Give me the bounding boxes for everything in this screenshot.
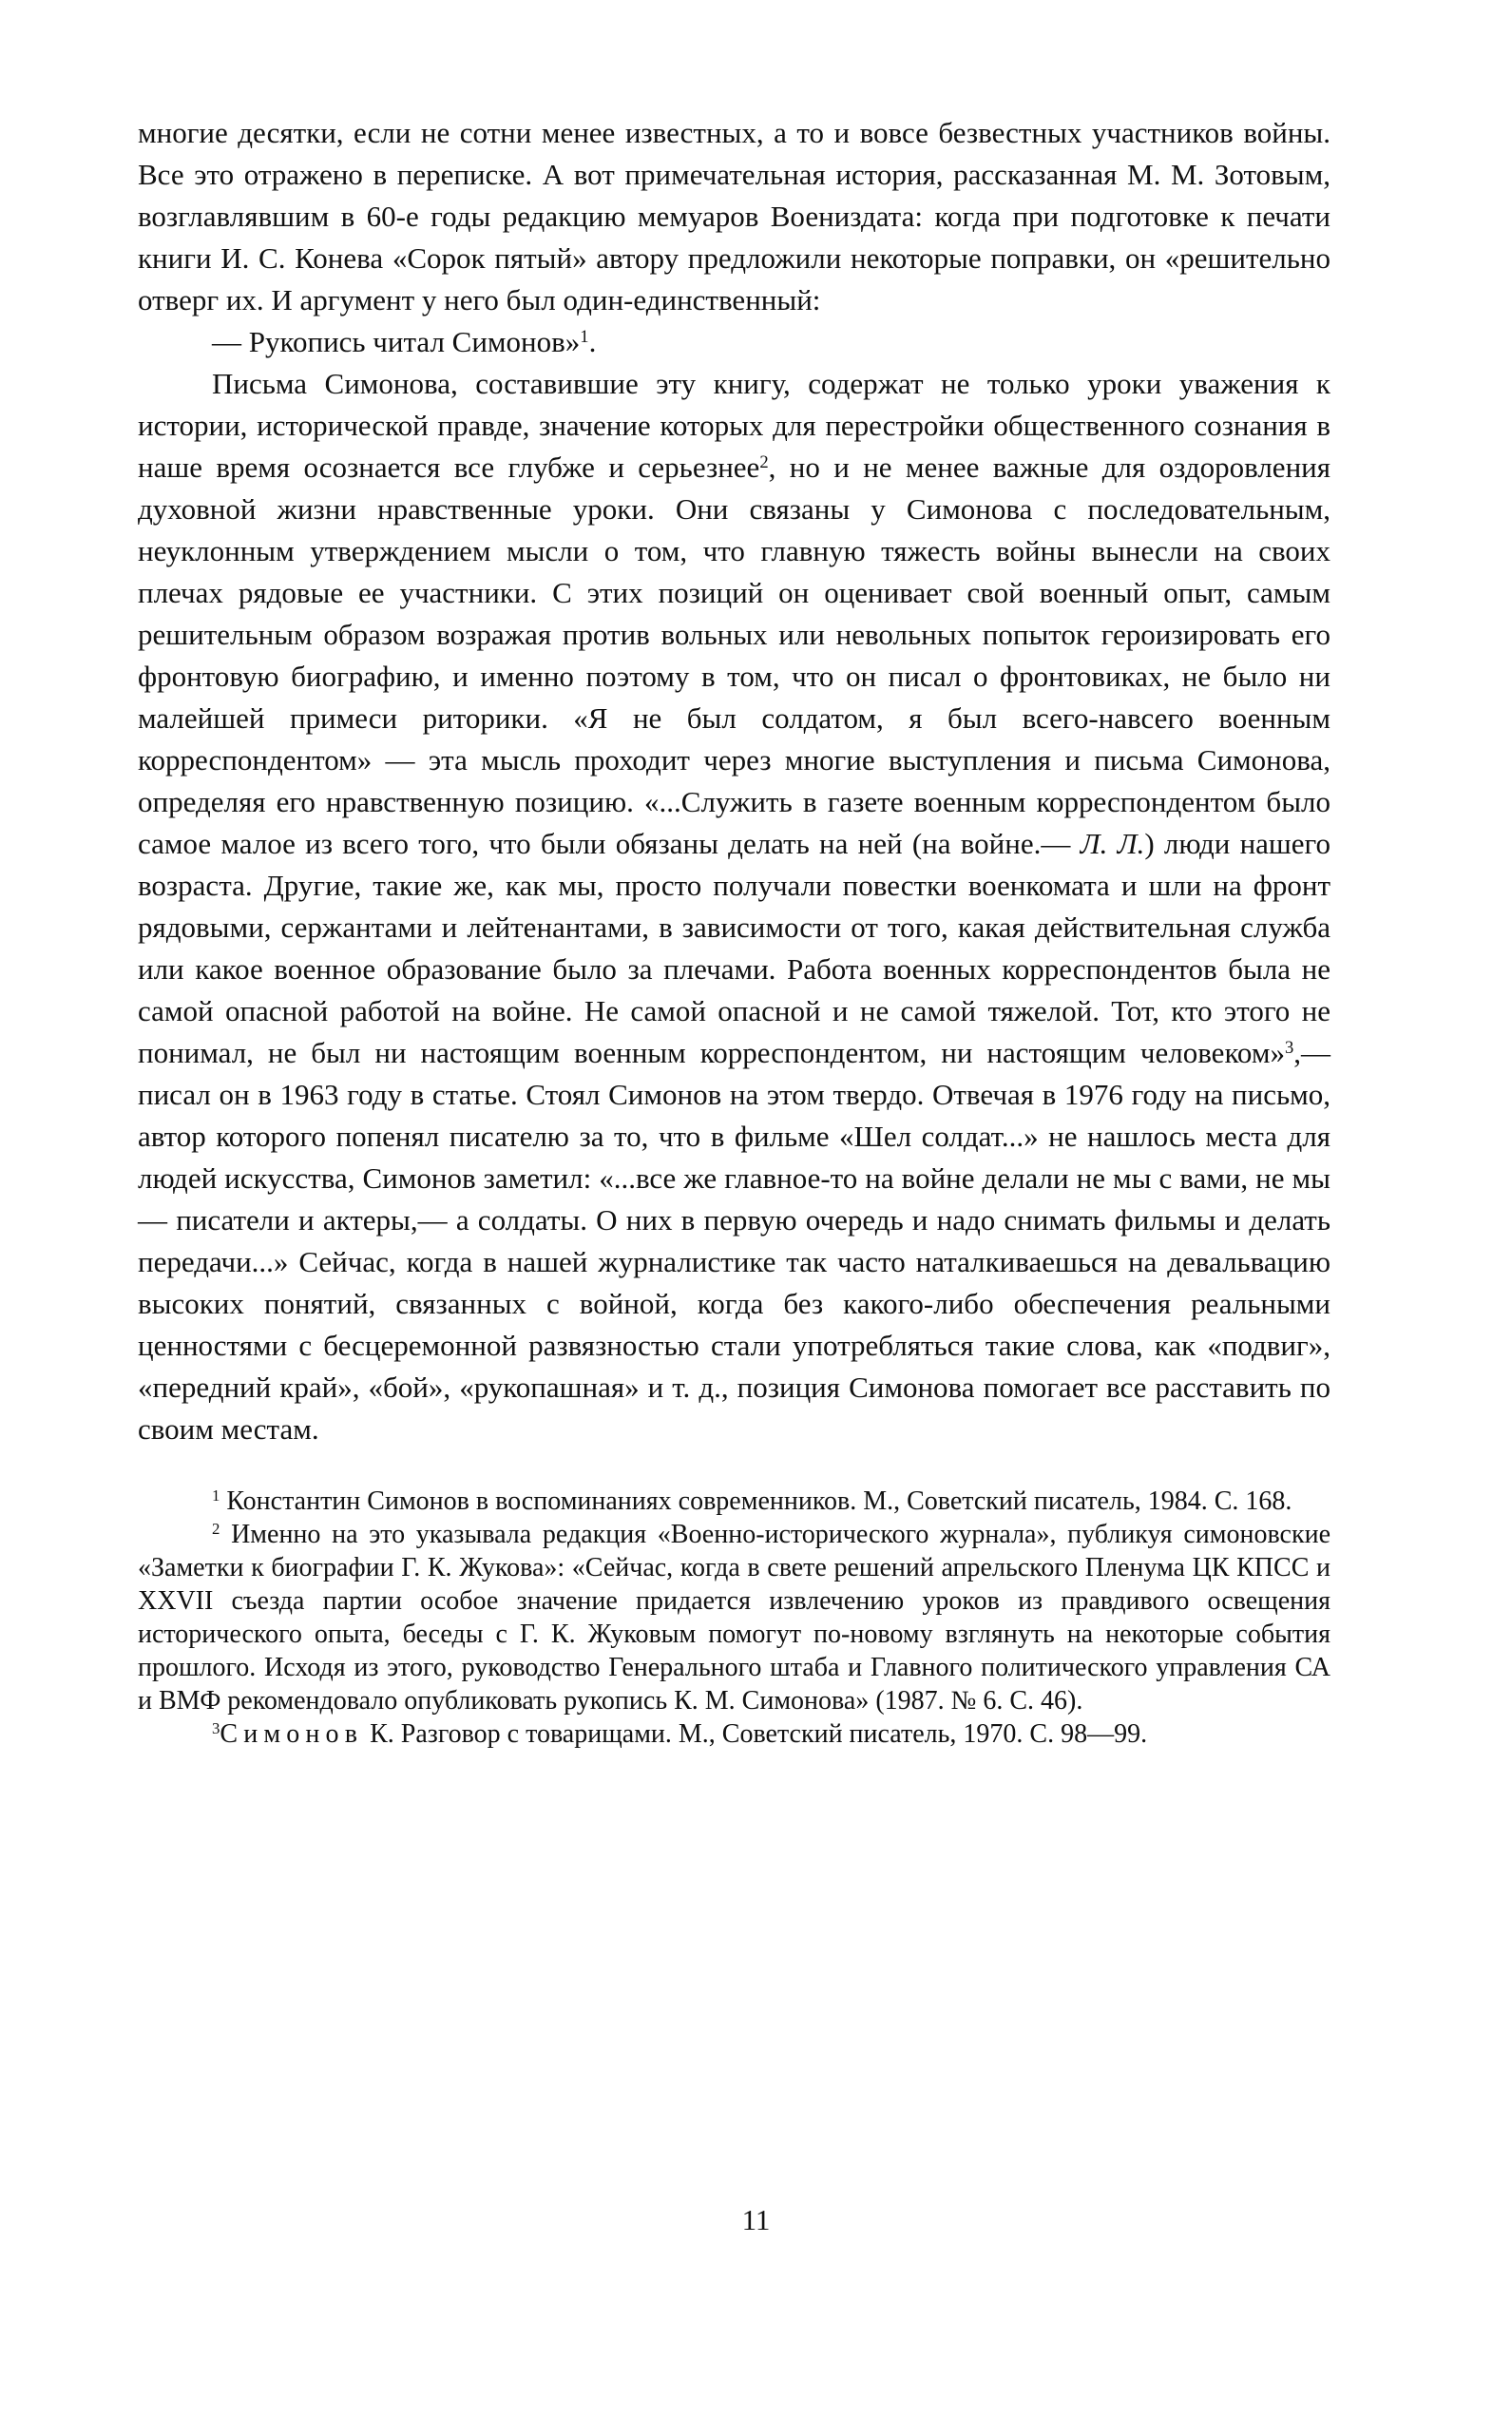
paragraph	[138, 112, 1330, 321]
footnote	[138, 1518, 1330, 1717]
text-run: Именно на это указывала редакция «Военно-исторического журнала», публикуя симоновские «Заметки к биографии Г. К. Жукова»: «Сейчас, когда в свете решений апрельского Пленума ЦК КПСС и XXVII съезда партии особое значение придается извлечению уроков из правдивого освещения исторического опыта, беседы с Г. К. Жуковым помогут по-новому взглянуть на некоторые события прошлого. Исходя из этого, руководство Генерального штаба и Главного политического управления СА и ВМФ рекомендовало опубликовать рукопись К. М. Симонова» (1987. № 6. С. 46).	[138, 1520, 1330, 1716]
text-run: .	[588, 325, 597, 358]
text-run: ,— писал он в 1963 году в статье. Стоял Симонов на этом твердо. Отвечая в 1976 году на письмо, автор которого попенял писателю за то, что в фильме «Шел солдат...» не нашлось места для людей искусства, Симонов заметил: «...все же главное-то на войне делали не мы с вами, не мы — писатели и актеры,— а солдаты. О них в первую очередь и надо снимать фильмы и делать передачи...» Сейчас, когда в нашей журналистике так часто наталкиваешься на девальвацию высоких понятий, связанных с войной, когда без какого-либо обеспечения реальными ценностями с бесцеремонной развязностью стали употребляться такие слова, как «подвиг», «передний край», «бой», «рукопашная» и т. д., позиция Симонова помогает все расставить по своим местам.	[138, 1036, 1330, 1446]
footnote-marker: 2	[212, 1519, 220, 1538]
text-run: Константин Симонов в воспоминаниях современников. М., Советский писатель, 1984. С. 168.	[220, 1486, 1292, 1516]
footnotes	[138, 1485, 1330, 1751]
text-run: Письма Симонова, составившие эту книгу, содержат не только уроки уважения к истории, исторической правде, значение которых для перестройки общественного сознания в наше время осознается все глубже и серьезнее	[138, 367, 1330, 484]
paragraph	[138, 363, 1330, 1450]
paragraph	[138, 321, 1330, 363]
footnote-marker: 3	[212, 1718, 220, 1737]
italic-text: Л. Л.	[1080, 827, 1145, 860]
text-run: ) люди нашего возраста. Другие, такие же, как мы, просто получали повестки военкомата и шли на фронт рядовыми, сержантами и лейтенантами, в зависимости от того, какая действительная служба или какое военное образование было за плечами. Работа военных корреспондентов была не самой опасной работой на войне. Не самой опасной и не самой тяжелой. Тот, кто этого не понимал, не был ни настоящим военным корреспондентом, ни настоящим человеком»	[138, 827, 1330, 1069]
footnote	[138, 1485, 1330, 1518]
footnote-marker: 2	[759, 451, 769, 472]
author-name: Симонов	[220, 1719, 364, 1749]
text-run: К. Разговор с товарищами. М., Советский писатель, 1970. С. 98—99.	[363, 1719, 1148, 1749]
text-run: , но и не менее важные для оздоровления духовной жизни нравственные уроки. Они связаны у Симонова с последовательным, неуклонным утверждением мысли о том, что главную тяжесть войны вынесли на своих плечах рядовые ее участники. С этих позиций он оценивает свой военный опыт, самым решительным образом возражая против вольных или невольных попыток героизировать его фронтовую биографию, и именно поэтому в том, что он писал о фронтовиках, не было ни малейшей примеси риторики. «Я не был солдатом, я был всего-навсего военным корреспондентом» — эта мысль проходит через многие выступления и письма Симонова, определяя его нравственную позицию. «...Служить в газете военным корреспондентом было самое малое из всего того, что были обязаны делать на ней (на войне.—	[138, 451, 1331, 860]
footnote-marker: 1	[580, 326, 589, 347]
text-run: — Рукопись читал Симонов»	[212, 325, 581, 358]
footnote-marker: 3	[1284, 1037, 1294, 1058]
footnote-marker: 1	[212, 1486, 220, 1505]
text-run: многие десятки, если не сотни менее известных, а то и вовсе безвестных участников войны. Все это отражено в переписке. А вот примечательная история, рассказанная М. М. Зотовым, возглавлявшим в 60-е годы редакцию мемуаров Воениздата: когда при подготовке к печати книги И. С. Конева «Сорок пятый» автору предложили некоторые поправки, он «решительно отверг их. И аргумент у него был один-единственный:	[138, 116, 1330, 316]
page-content	[138, 112, 1330, 1751]
page-number: 11	[741, 2203, 771, 2236]
footnote	[138, 1717, 1330, 1751]
main-text	[138, 112, 1330, 1450]
